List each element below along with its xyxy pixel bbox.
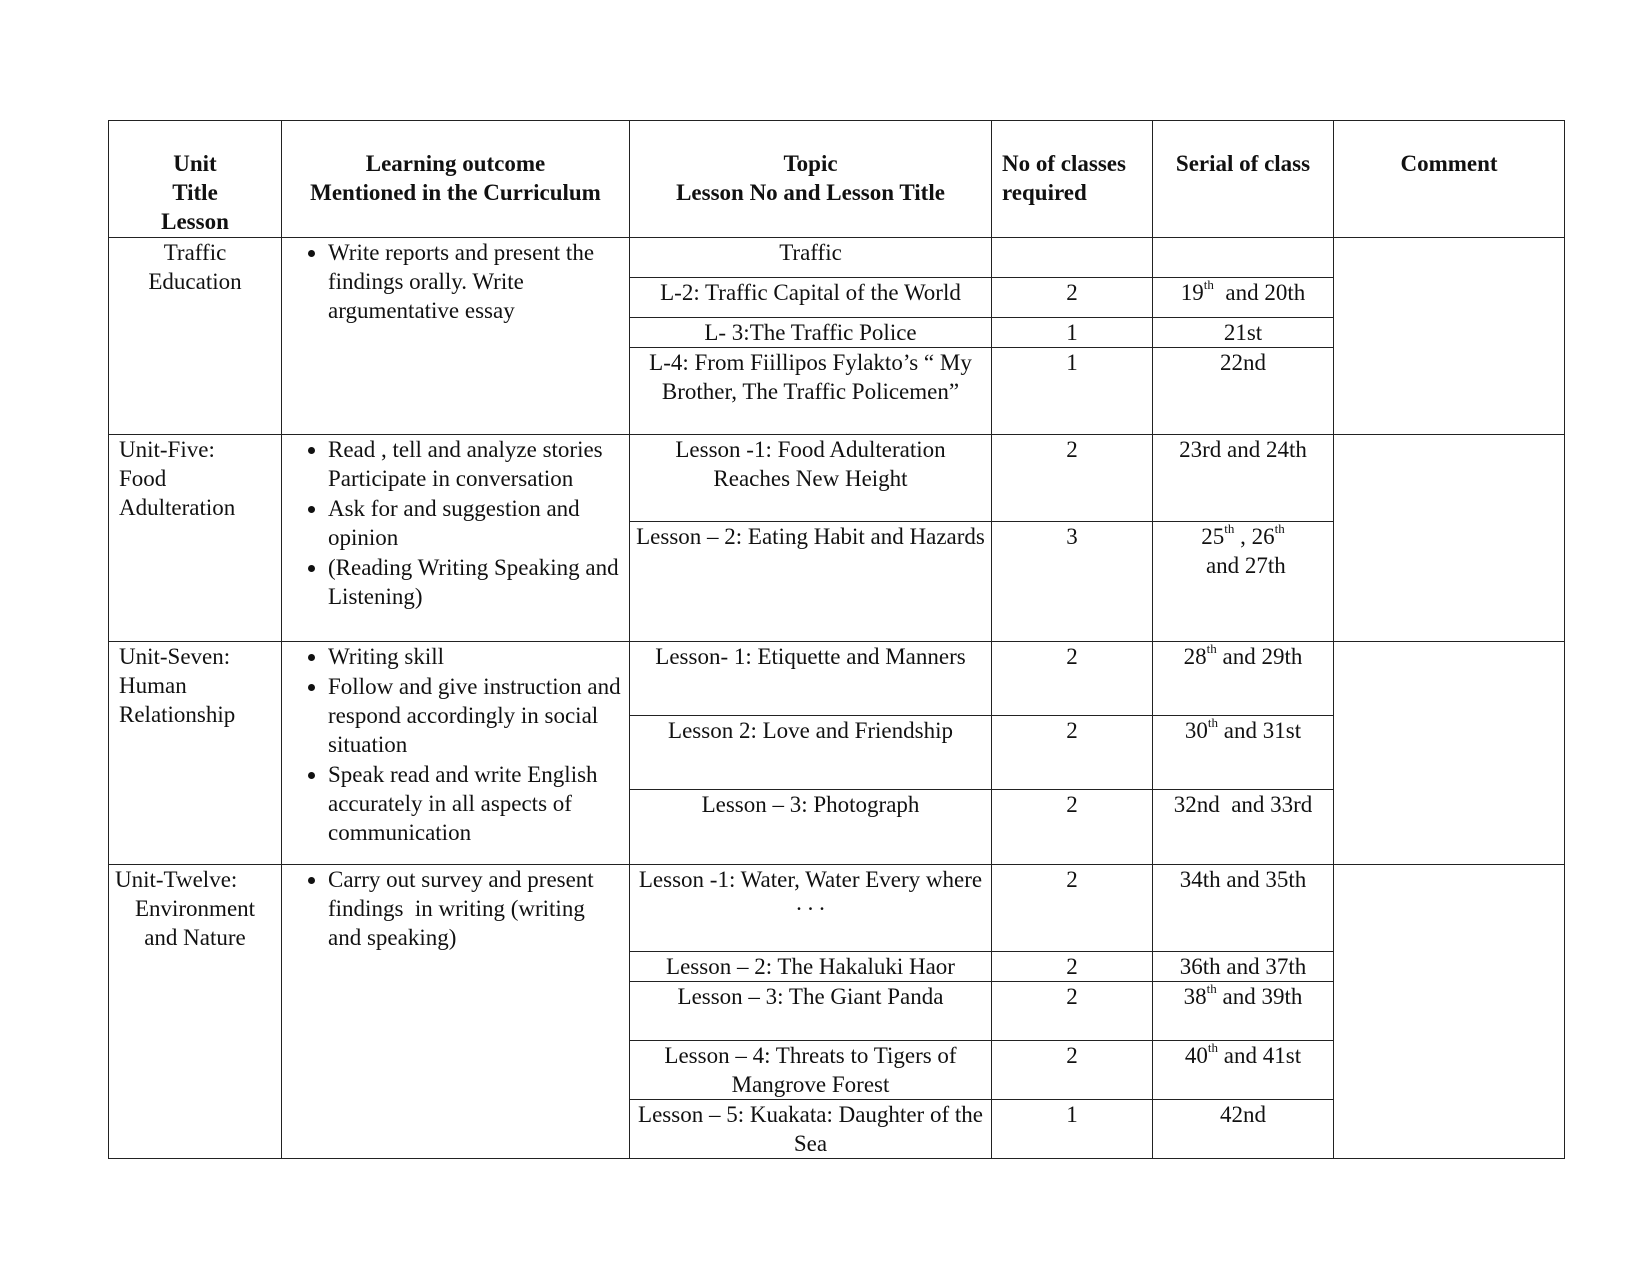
classes-cell: 2 — [992, 642, 1153, 716]
comment-cell — [1334, 865, 1565, 1159]
serial-cell: 30th and 31st — [1153, 716, 1334, 790]
serial-cell: 22nd — [1153, 348, 1334, 435]
topic-cell: Lesson – 2: Eating Habit and Hazards — [630, 522, 992, 642]
serial-cell: 38th and 39th — [1153, 982, 1334, 1041]
topic-cell: Lesson- 1: Etiquette and Manners — [630, 642, 992, 716]
outcome-item: • Carry out survey and present findings in writing (writing and speaking) — [328, 865, 623, 952]
topic-cell: L- 3:The Traffic Police — [630, 318, 992, 348]
lesson-plan-table — [108, 120, 1565, 1159]
serial-cell — [1153, 238, 1334, 278]
header-serial: Serial of class — [1153, 121, 1334, 238]
classes-cell: 2 — [992, 278, 1153, 318]
header-learning-outcome: Learning outcome Mentioned in the Curriculum — [282, 121, 630, 238]
outcome-cell — [282, 238, 630, 435]
serial-cell: 25th , 26th and 27th — [1153, 522, 1334, 642]
classes-cell: 2 — [992, 982, 1153, 1041]
classes-cell: 2 — [992, 435, 1153, 522]
classes-cell: 1 — [992, 1100, 1153, 1159]
classes-cell: 1 — [992, 348, 1153, 435]
topic-cell: L-4: From Fiillipos Fylakto’s “ My Brother, The Traffic Policemen” — [630, 348, 992, 435]
header-unit: Unit Title Lesson — [109, 121, 282, 238]
table-row — [109, 642, 1565, 716]
topic-cell: Lesson -1: Water, Water Every where . . . — [630, 865, 992, 952]
serial-cell: 21st — [1153, 318, 1334, 348]
serial-cell: 40th and 41st — [1153, 1041, 1334, 1100]
topic-cell: Lesson – 3: The Giant Panda — [630, 982, 992, 1041]
serial-cell: 42nd — [1153, 1100, 1334, 1159]
outcome-item: • Follow and give instruction and respond accordingly in social situation — [328, 672, 623, 759]
topic-cell: L-2: Traffic Capital of the World — [630, 278, 992, 318]
header-topic: Topic Lesson No and Lesson Title — [630, 121, 992, 238]
outcome-item: • Writing skill — [328, 642, 623, 671]
topic-cell: Lesson -1: Food Adulteration Reaches New Height — [630, 435, 992, 522]
outcome-item: • Speak read and write English accurately in all aspects of communication — [328, 760, 623, 847]
outcome-cell — [282, 435, 630, 642]
serial-cell: 28th and 29th — [1153, 642, 1334, 716]
header-comment: Comment — [1334, 121, 1565, 238]
topic-cell: Lesson – 2: The Hakaluki Haor — [630, 952, 992, 982]
unit-cell: Unit-Twelve: Environment and Nature — [109, 865, 282, 1159]
comment-cell — [1334, 238, 1565, 435]
serial-cell: 23rd and 24th — [1153, 435, 1334, 522]
topic-cell: Lesson – 3: Photograph — [630, 790, 992, 865]
serial-cell: 19th and 20th — [1153, 278, 1334, 318]
outcome-item: • (Reading Writing Speaking and Listening) — [328, 553, 623, 611]
classes-cell: 2 — [992, 790, 1153, 865]
classes-cell: 2 — [992, 716, 1153, 790]
serial-cell: 34th and 35th — [1153, 865, 1334, 952]
classes-cell: 2 — [992, 1041, 1153, 1100]
unit-cell: Traffic Education — [109, 238, 282, 435]
topic-cell: Lesson 2: Love and Friendship — [630, 716, 992, 790]
topic-cell: Traffic — [630, 238, 992, 278]
table-row — [109, 865, 1565, 952]
unit-cell: Unit-Five: Food Adulteration — [109, 435, 282, 642]
serial-cell: 36th and 37th — [1153, 952, 1334, 982]
outcome-item: • Read , tell and analyze stories Participate in conversation — [328, 435, 623, 493]
table-row — [109, 238, 1565, 278]
header-row — [109, 121, 1565, 238]
outcome-cell — [282, 642, 630, 865]
table-row — [109, 435, 1565, 522]
comment-cell — [1334, 642, 1565, 865]
classes-cell: 2 — [992, 952, 1153, 982]
header-classes-required: No of classes required — [992, 121, 1153, 238]
lesson-plan-document — [108, 120, 1564, 1159]
unit-cell: Unit-Seven: Human Relationship — [109, 642, 282, 865]
outcome-item: • Write reports and present the findings orally. Write argumentative essay — [328, 238, 623, 325]
classes-cell: 1 — [992, 318, 1153, 348]
topic-cell: Lesson – 4: Threats to Tigers of Mangrove Forest — [630, 1041, 992, 1100]
outcome-item: • Ask for and suggestion and opinion — [328, 494, 623, 552]
outcome-cell — [282, 865, 630, 1159]
comment-cell — [1334, 435, 1565, 642]
classes-cell — [992, 238, 1153, 278]
topic-cell: Lesson – 5: Kuakata: Daughter of the Sea — [630, 1100, 992, 1159]
serial-cell: 32nd and 33rd — [1153, 790, 1334, 865]
classes-cell: 3 — [992, 522, 1153, 642]
classes-cell: 2 — [992, 865, 1153, 952]
